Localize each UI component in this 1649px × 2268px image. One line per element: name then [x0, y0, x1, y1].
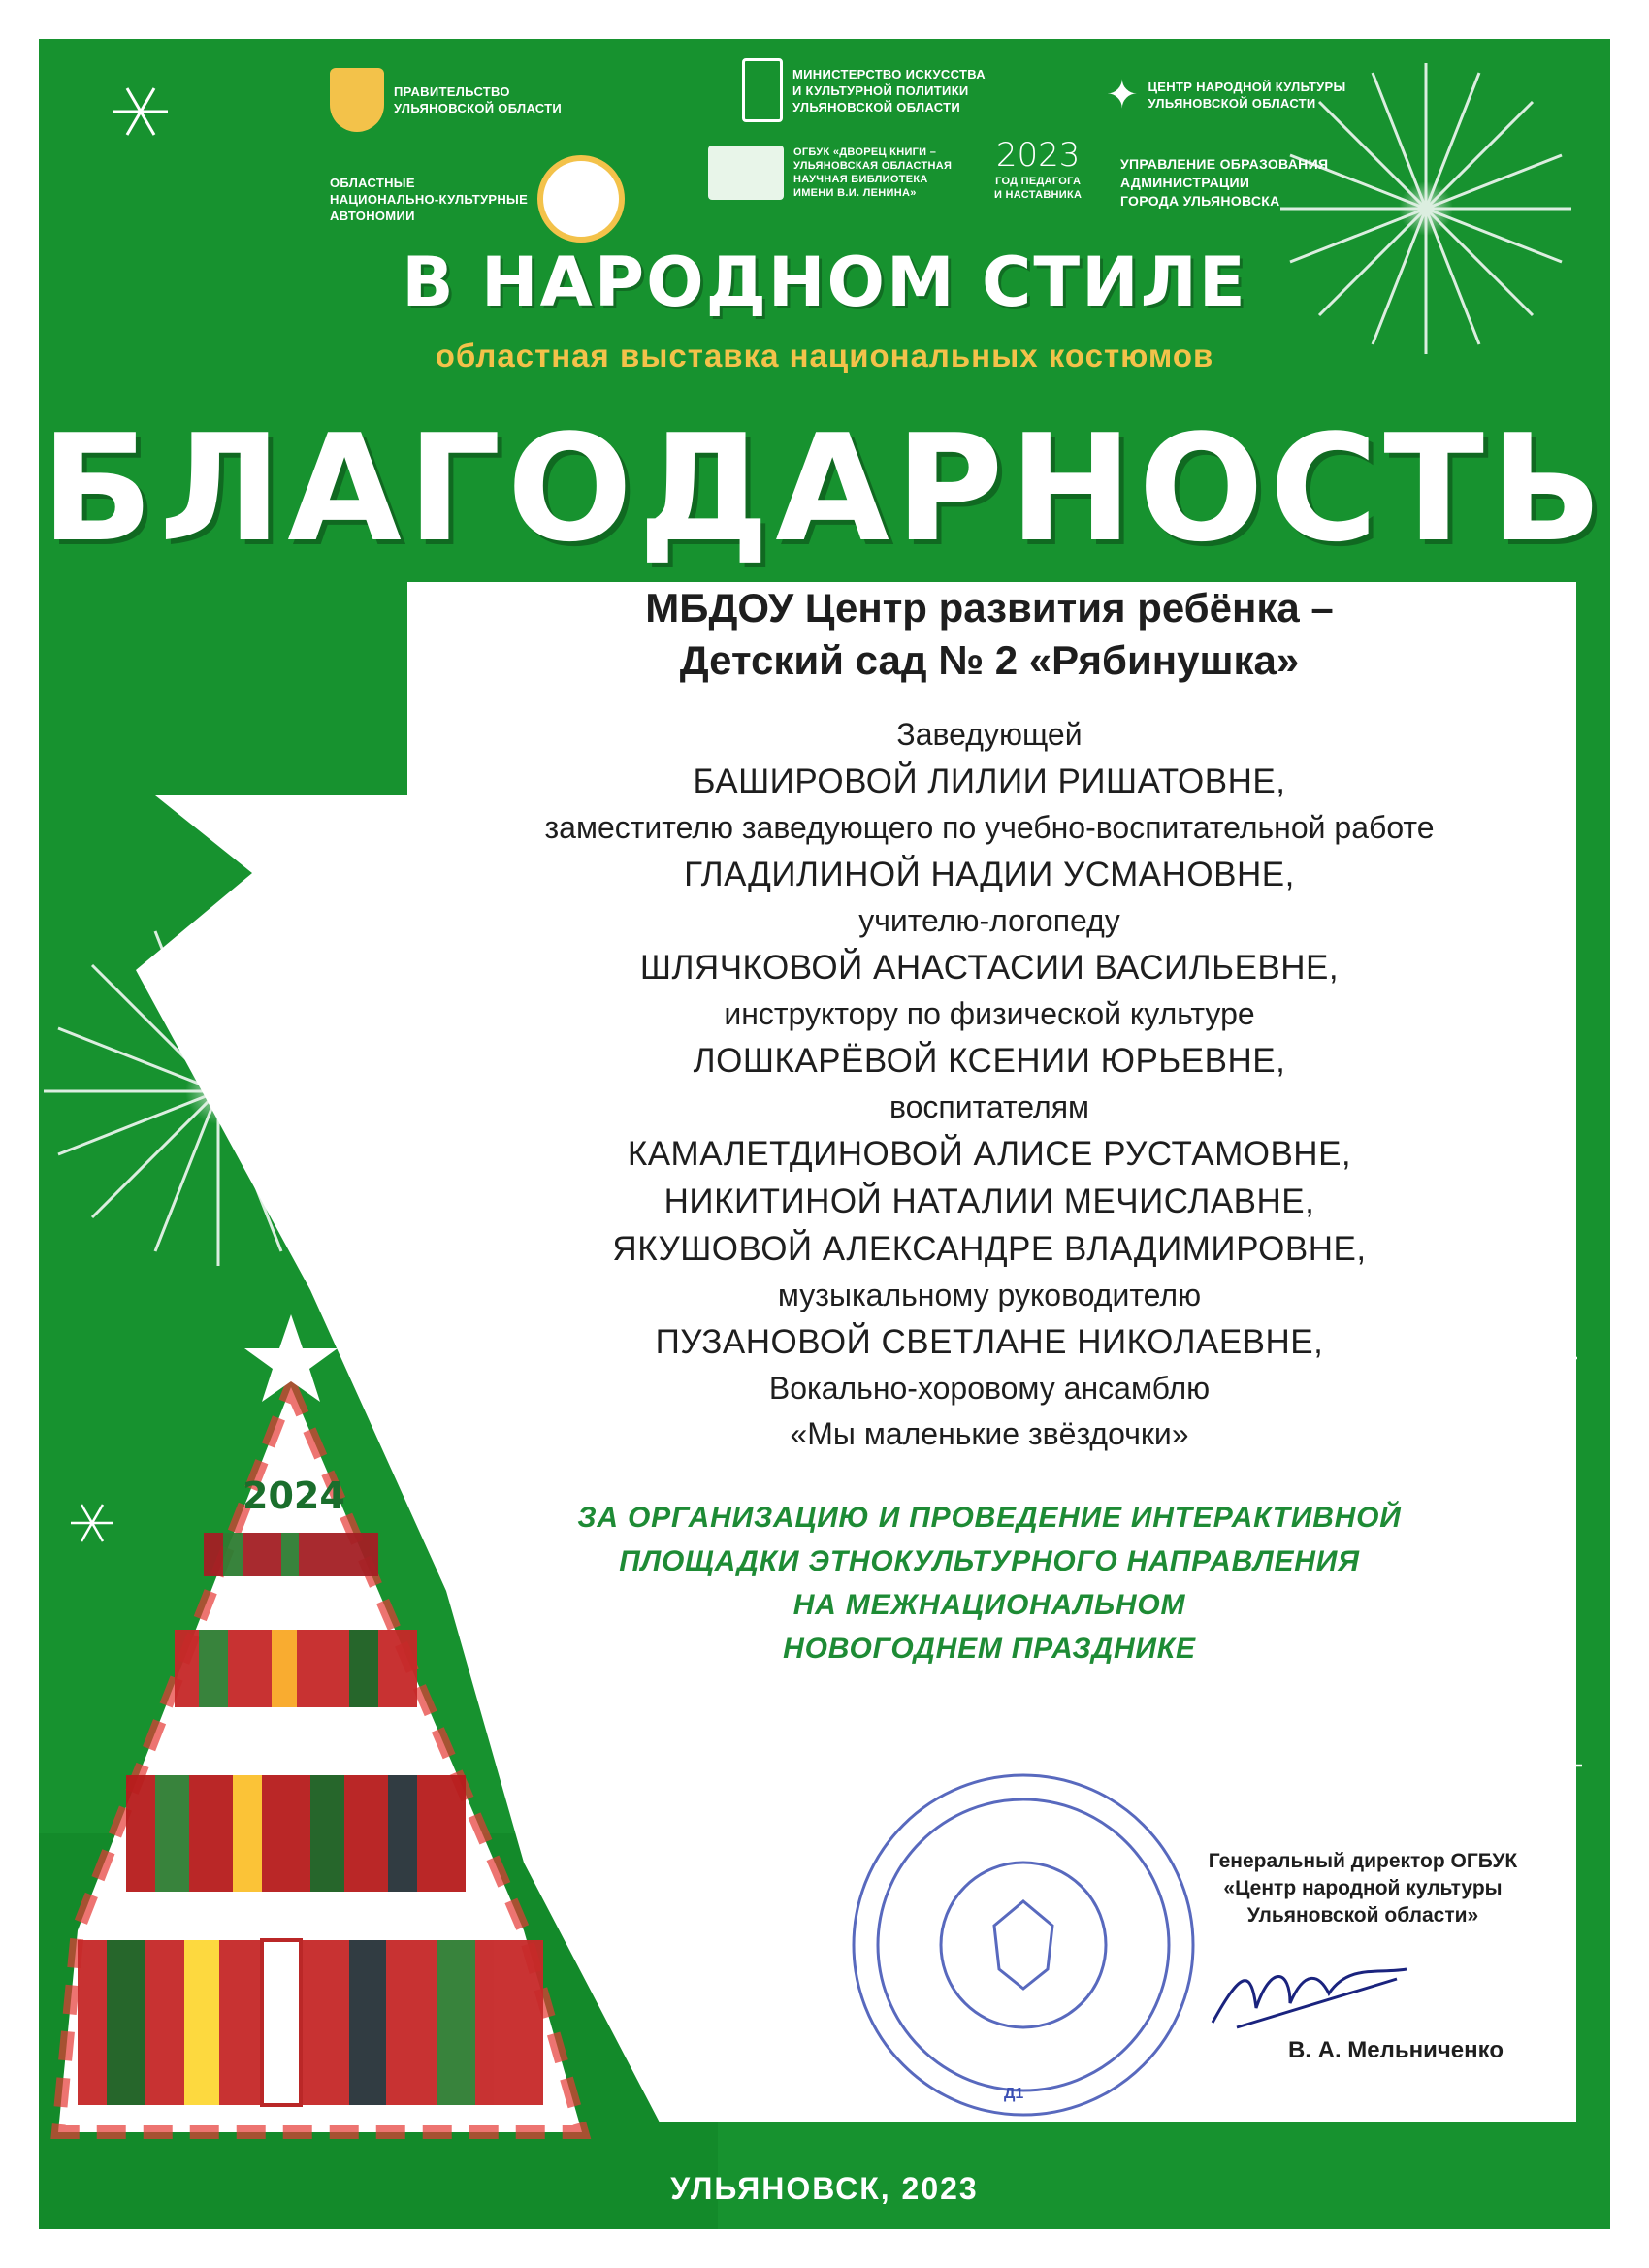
- event-subtitle: областная выставка национальных костюмов: [435, 338, 1214, 373]
- logo-ministry: МИНИСТЕРСТВО ИСКУССТВА И КУЛЬТУРНОЙ ПОЛИТИКИ УЛЬЯНОВСКОЙ ОБЛАСТИ: [742, 58, 986, 122]
- recipient-name: НИКИТИНОЙ НАТАЛИИ МЕЧИСЛАВНЕ,: [663, 1183, 1315, 1220]
- recipient-role: учителю-логопеду: [858, 903, 1120, 938]
- recipient-role: музыкальному руководителю: [777, 1278, 1202, 1312]
- recipient-role: заместителю заведующего по учебно-воспитательной работе: [544, 810, 1435, 845]
- recipients-list: [407, 712, 1571, 1457]
- coat-of-arms-icon: [330, 68, 384, 132]
- logo-government: ПРАВИТЕЛЬСТВО УЛЬЯНОВСКОЙ ОБЛАСТИ: [330, 68, 562, 132]
- column-icon: [742, 58, 783, 122]
- recipient-role: Вокально-хоровому ансамблю: [768, 1371, 1211, 1406]
- recipient-role: Заведующей: [896, 717, 1083, 752]
- recipient-role: воспитателям: [889, 1089, 1090, 1124]
- recipient-name: ЯКУШОВОЙ АЛЕКСАНДРЕ ВЛАДИМИРОВНЕ,: [612, 1230, 1367, 1268]
- bird-icon: ✦: [1106, 74, 1139, 116]
- signer-position: Генеральный директор ОГБУК «Центр народной культуры Ульяновской области»: [1208, 1850, 1518, 1927]
- logo-book-palace: ОГБУК «ДВОРЕЦ КНИГИ – УЛЬЯНОВСКАЯ ОБЛАСТНАЯ НАУЧНАЯ БИБЛИОТЕКА ИМЕНИ В.И. ЛЕНИНА»: [708, 146, 952, 200]
- recipient-name: КАМАЛЕТДИНОВОЙ АЛИСЕ РУСТАМОВНЕ,: [627, 1135, 1352, 1173]
- recipient-role: инструктору по физической культуре: [724, 996, 1255, 1031]
- merit-line: ЗА ОРГАНИЗАЦИЮ И ПРОВЕДЕНИЕ ИНТЕРАКТИВНОЙ: [577, 1502, 1402, 1534]
- recipient-role: «Мы маленькие звёздочки»: [790, 1416, 1189, 1451]
- organization-line-2: Детский сад № 2 «Рябинушка»: [679, 637, 1300, 683]
- round-emblem-icon: [537, 155, 625, 243]
- stamp-label: Д1: [1004, 2086, 1024, 2102]
- signer-name: В. А. Мельниченко: [1287, 2037, 1504, 2063]
- recipient-name: БАШИРОВОЙ ЛИЛИИ РИШАТОВНЕ,: [693, 762, 1286, 800]
- certificate-body: [407, 582, 1571, 1670]
- recipient-name: ПУЗАНОВОЙ СВЕТЛАНЕ НИКОЛАЕВНЕ,: [655, 1323, 1324, 1361]
- merit-line: НА МЕЖНАЦИОНАЛЬНОМ: [792, 1589, 1186, 1621]
- tree-year: 2024: [242, 1474, 345, 1517]
- logo-folk-center: ✦ ЦЕНТР НАРОДНОЙ КУЛЬТУРЫ УЛЬЯНОВСКОЙ ОБЛАСТИ: [1106, 74, 1346, 116]
- footer-city: УЛЬЯНОВСК, 2023: [670, 2171, 979, 2206]
- merit-statement: [407, 1496, 1571, 1670]
- event-title: В НАРОДНОМ СТИЛЕ: [402, 243, 1247, 322]
- book-icon: [708, 146, 784, 200]
- recipient-name: ГЛАДИЛИНОЙ НАДИИ УСМАНОВНЕ,: [684, 856, 1295, 893]
- recipient-name: ЛОШКАРЁВОЙ КСЕНИИ ЮРЬЕВНЕ,: [693, 1042, 1286, 1080]
- page-title: БЛАГОДАРНОСТЬ: [41, 403, 1608, 574]
- logo-autonomies: ОБЛАСТНЫЕ НАЦИОНАЛЬНО-КУЛЬТУРНЫЕ АВТОНОМИИ: [330, 155, 625, 243]
- certificate: [39, 39, 1610, 2229]
- logo-education: УПРАВЛЕНИЕ ОБРАЗОВАНИЯ АДМИНИСТРАЦИИ ГОРОДА УЛЬЯНОВСКА: [1120, 156, 1329, 209]
- merit-line: ПЛОЩАДКИ ЭТНОКУЛЬТУРНОГО НАПРАВЛЕНИЯ: [619, 1545, 1360, 1577]
- organization-line-1: МБДОУ Центр развития ребёнка –: [645, 585, 1334, 631]
- logo-teacher-year: 2023 ГОД ПЕДАГОГА И НАСТАВНИКА: [994, 136, 1083, 201]
- recipient-name: ШЛЯЧКОВОЙ АНАСТАСИИ ВАСИЛЬЕВНЕ,: [639, 949, 1340, 987]
- merit-line: НОВОГОДНЕМ ПРАЗДНИКЕ: [783, 1633, 1196, 1665]
